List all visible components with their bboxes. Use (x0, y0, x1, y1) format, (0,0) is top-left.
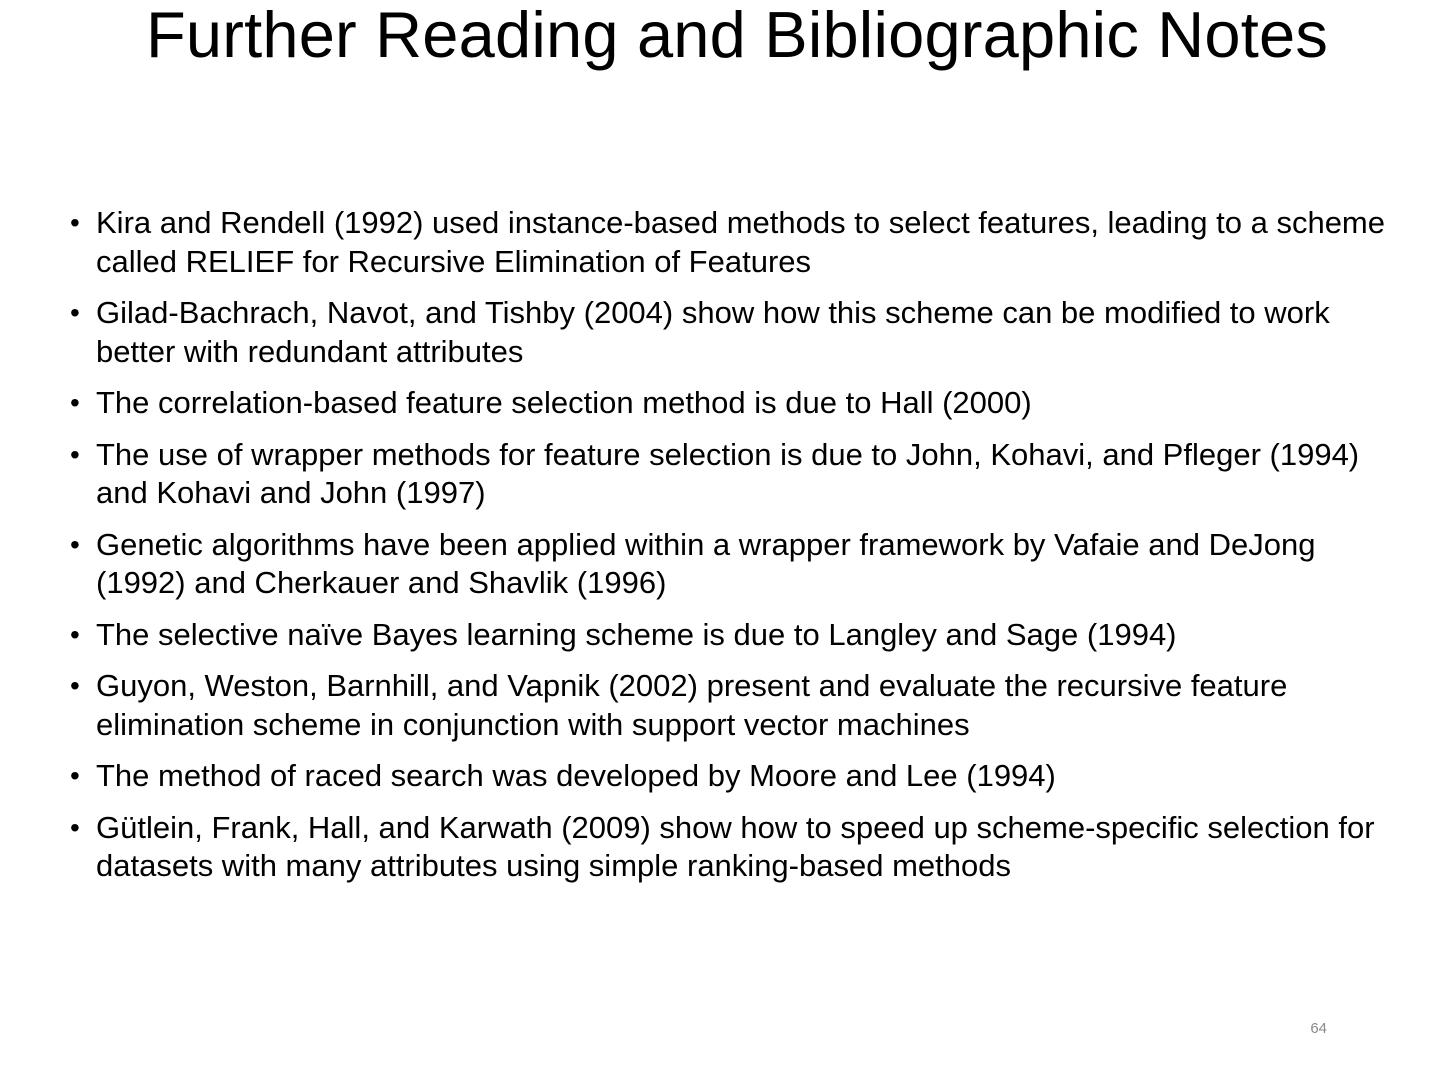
bullet-icon: • (70, 670, 80, 701)
bullet-text: Gütlein, Frank, Hall, and Karwath (2009) show how to speed up scheme-specific selection for datasets with many attributes using simple ranking-based methods (96, 809, 1375, 883)
bullet-icon: • (70, 438, 80, 470)
bullet-list (70, 204, 1390, 899)
bullet-text: The use of wrapper methods for feature selection is due to John, Kohavi, and Pfleger (1994) and Kohavi and John (1997) (96, 436, 1360, 510)
list-item (70, 616, 1390, 655)
list-item (70, 384, 1390, 423)
bullet-icon: • (70, 618, 80, 650)
list-item (70, 757, 1390, 796)
bullet-text: Genetic algorithms have been applied within a wrapper framework by Vafaie and DeJong (1992) and Cherkauer and Shavlik (1996) (96, 526, 1316, 600)
bullet-text: The correlation-based feature selection method is due to Hall (2000) (96, 385, 1032, 420)
bullet-icon: • (70, 811, 80, 843)
page-number: 64 (1310, 1020, 1327, 1037)
bullet-icon: • (70, 297, 80, 328)
bullet-text: The selective naïve Bayes learning scheme is due to Langley and Sage (1994) (96, 616, 1177, 652)
slide-title: Further Reading and Bibliographic Notes (146, 0, 1329, 71)
list-item (70, 204, 1390, 281)
list-item (70, 667, 1390, 744)
bullet-icon: • (70, 387, 80, 418)
bullet-icon: • (70, 207, 80, 238)
bullet-text: Guyon, Weston, Barnhill, and Vapnik (2002) present and evaluate the recursive feature elimination scheme in conjunction with support vector machines (96, 668, 1288, 742)
bullet-text: Kira and Rendell (1992) used instance-based methods to select features, leading to a scheme called RELIEF for Recursive Elimination of Features (96, 205, 1385, 279)
list-item (70, 809, 1390, 886)
bullet-text: The method of raced search was developed by Moore and Lee (1994) (96, 758, 1056, 793)
list-item (70, 526, 1390, 603)
list-item (70, 294, 1390, 371)
bullet-text: Gilad-Bachrach, Navot, and Tishby (2004) show how this scheme can be modified to work better with redundant attributes (96, 295, 1330, 369)
list-item (70, 436, 1390, 513)
bullet-icon: • (70, 760, 80, 791)
bullet-icon: • (70, 528, 80, 560)
